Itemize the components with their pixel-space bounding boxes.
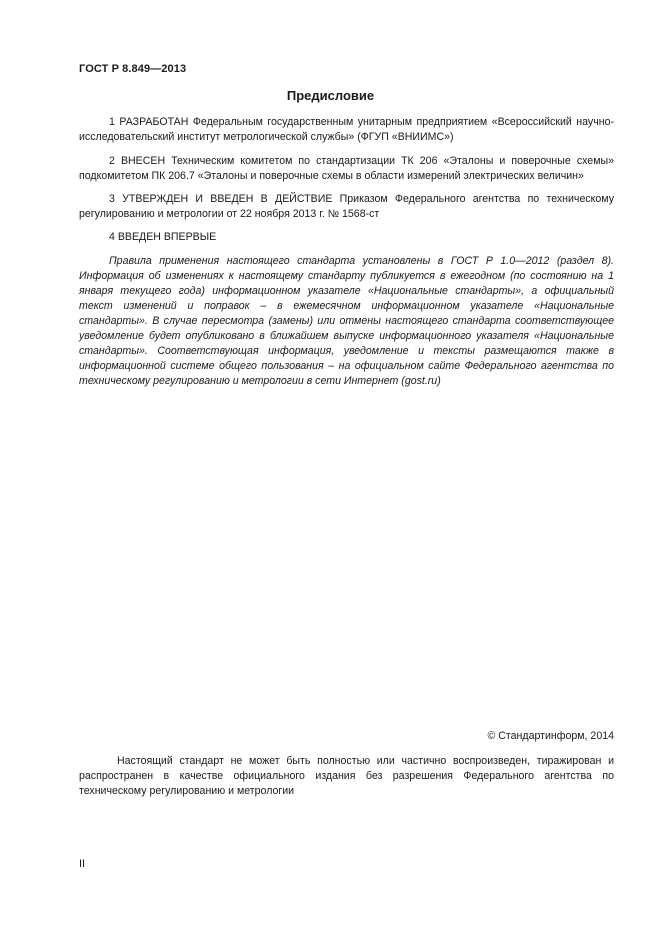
reproduction-notice: Настоящий стандарт не может быть полностью или частично воспроизведен, тиражирован и распространен в качестве официального издания без разрешения Федерального агентства по техническому регулированию и метрологии <box>79 755 614 797</box>
document-id: ГОСТ Р 8.849—2013 <box>79 63 187 75</box>
preface-item-first-introduced: 4 ВВЕДЕН ВПЕРВЫЕ <box>109 231 217 243</box>
preface-item-introduced: 2 ВНЕСЕН Техническим комитетом по стандартизации ТК 206 «Эталоны и поверочные схемы» подкомитетом ПК 206.7 «Эталоны и поверочные схемы в области измерений электрических величин» <box>79 155 614 182</box>
preface-item-approved: 3 УТВЕРЖДЕН И ВВЕДЕН В ДЕЙСТВИЕ Приказом Федерального агентства по техническому регулированию и метрологии от 22 ноября 2013 г. № 1568-ст <box>79 193 614 220</box>
preface-title: Предисловие <box>286 88 375 103</box>
copyright: © Стандартинформ, 2014 <box>487 730 614 742</box>
rules-note: Правила применения настоящего стандарта установлены в ГОСТ Р 1.0—2012 (раздел 8). Информация об изменениях к настоящему стандарту публикуется в ежегодном (по состоянию на 1 января текущего года) информационном указателе «Национальные стандарты», а официальный текст изменений и поправок – в ежемесячном информационном указателе «Национальные стандарты». В случае пересмотра (замены) или отмены настоящего стандарта соответствующее уведомление будет опубликовано в ближайшем выпуске информационного указателя «Национальные стандарты». Соответствующая информация, уведомление и тексты размещаются также в информационной системе общего пользования – на официальном сайте Федерального агентства по техническому регулированию и метрологии в сети Интернет (gost.ru) <box>79 255 614 387</box>
preface-item-developed: 1 РАЗРАБОТАН Федеральным государственным унитарным предприятием «Всероссийский научно-исследовательский институт метрологической службы» (ФГУП «ВНИИМС») <box>79 116 614 143</box>
page-number: II <box>79 858 86 870</box>
